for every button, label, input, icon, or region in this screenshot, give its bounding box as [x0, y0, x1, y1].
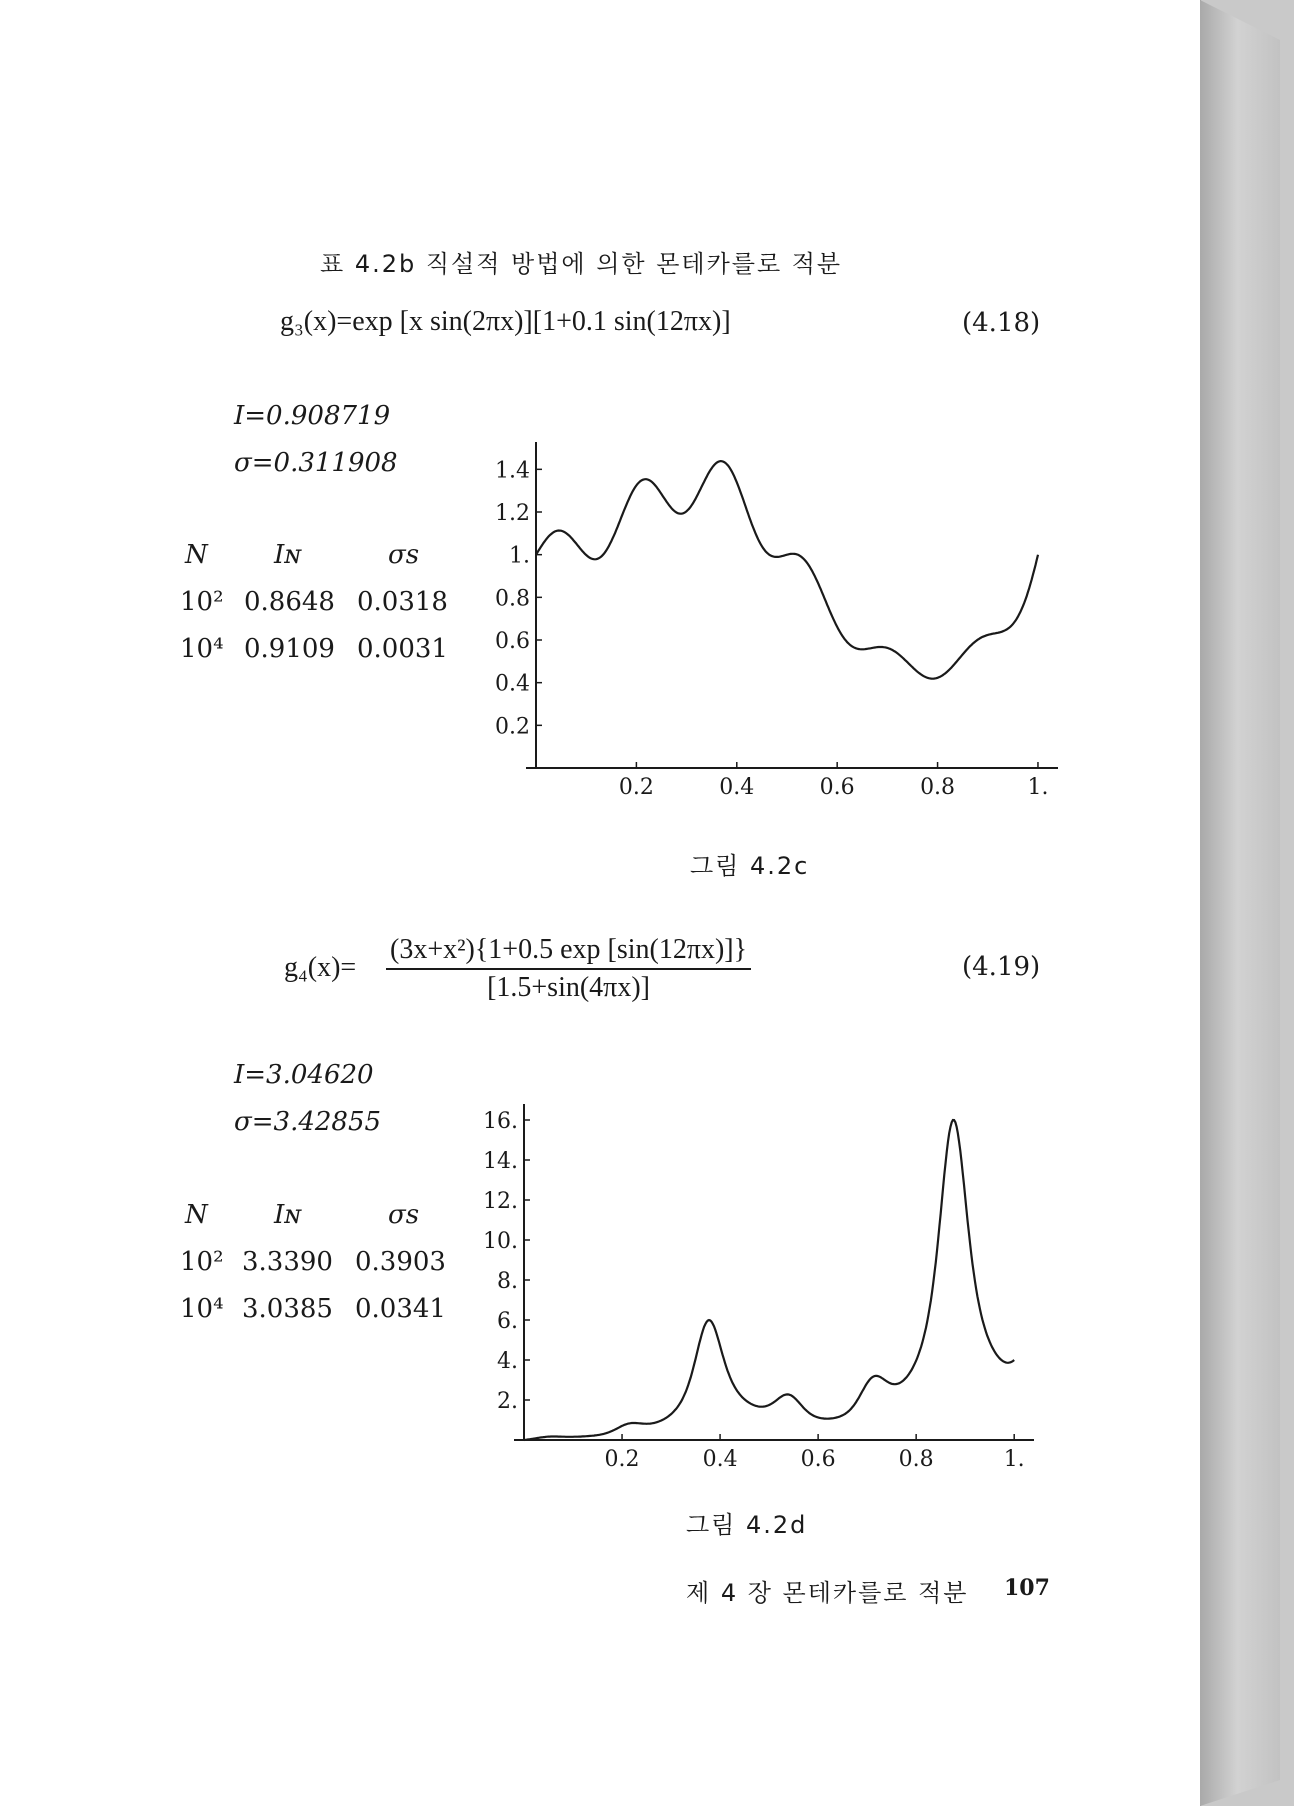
x-tick-label: 0.6 — [819, 775, 855, 800]
equation-4-18: g₃(x)=exp [x sin(2πx)][1+0.1 sin(12πx)] — [280, 306, 731, 337]
sigma-value: σ=0.311908 — [234, 448, 398, 478]
row-in: 3.0385 — [242, 1294, 333, 1324]
x-tick-label: 1. — [1027, 775, 1049, 800]
y-tick-label: 1.2 — [495, 501, 530, 526]
eq-number-4-18: (4.18) — [962, 308, 1041, 338]
header-n: N — [185, 1200, 208, 1230]
x-tick-label: 0.8 — [898, 1447, 934, 1472]
y-tick-label: 1.4 — [495, 458, 530, 484]
x-tick-label: 0.2 — [618, 775, 654, 800]
function-curve — [524, 1120, 1014, 1440]
y-tick-label: 4. — [497, 1349, 518, 1374]
chapter-footer: 제 4 장 몬테카를로 적분 — [686, 1579, 969, 1607]
header-sigma-s: σs — [388, 540, 420, 570]
x-tick-label: 0.4 — [719, 775, 755, 800]
y-tick-label: 12. — [483, 1189, 518, 1214]
row-in: 0.9109 — [244, 634, 335, 664]
eq-number-4-19: (4.19) — [962, 952, 1041, 982]
equation-denominator: [1.5+sin(4πx)] — [487, 972, 650, 1003]
row-sigma: 0.0031 — [357, 634, 448, 664]
x-tick-label: 0.8 — [920, 775, 956, 800]
equation-4-19-fraction — [386, 934, 751, 1004]
x-tick-label: 1. — [1003, 1447, 1025, 1472]
equation-4-19-lhs: g₄(x)= — [284, 952, 357, 983]
y-tick-label: 0.8 — [495, 586, 530, 612]
y-tick-label: 0.4 — [495, 671, 530, 697]
y-tick-label: 8. — [497, 1269, 518, 1294]
y-tick-label: 0.6 — [495, 629, 530, 654]
equation-numerator: (3x+x²){1+0.5 exp [sin(12πx)]} — [386, 934, 751, 970]
row-sigma: 0.0341 — [355, 1294, 446, 1324]
page-number: 107 — [1004, 1575, 1050, 1601]
book-spine-edge — [1200, 0, 1294, 1806]
y-tick-label: 2. — [497, 1389, 518, 1414]
figure-caption-4-2d: 그림 4.2d — [686, 1511, 808, 1539]
row-n: 10² — [180, 587, 224, 617]
row-n: 10⁴ — [180, 634, 224, 664]
integral-value: I=3.04620 — [234, 1060, 374, 1090]
row-sigma: 0.3903 — [355, 1247, 446, 1277]
sigma-value: σ=3.42855 — [234, 1107, 382, 1137]
plot-g3 — [470, 430, 1090, 810]
y-tick-label: 10. — [483, 1229, 518, 1254]
integral-value: I=0.908719 — [234, 401, 391, 431]
row-in: 3.3390 — [242, 1247, 333, 1277]
y-tick-label: 1. — [509, 543, 530, 569]
row-n: 10⁴ — [180, 1294, 224, 1324]
table-title: 표 4.2b 직설적 방법에 의한 몬테카를로 적분 — [320, 250, 843, 278]
function-curve — [536, 461, 1038, 679]
row-in: 0.8648 — [244, 587, 335, 617]
x-tick-label: 0.2 — [604, 1447, 640, 1472]
header-sigma-s: σs — [388, 1200, 420, 1230]
figure-caption-4-2c: 그림 4.2c — [690, 852, 810, 880]
header-in: Iɴ — [274, 540, 302, 570]
plot-g4 — [460, 1090, 1080, 1480]
x-tick-label: 0.4 — [702, 1447, 738, 1472]
y-tick-label: 16. — [483, 1109, 518, 1134]
y-tick-label: 6. — [497, 1309, 518, 1334]
header-n: N — [185, 540, 208, 570]
x-tick-label: 0.6 — [800, 1447, 836, 1472]
y-tick-label: 14. — [483, 1149, 518, 1174]
row-n: 10² — [180, 1247, 224, 1277]
y-tick-label: 0.2 — [495, 714, 530, 740]
header-in: Iɴ — [274, 1200, 302, 1230]
row-sigma: 0.0318 — [357, 587, 448, 617]
